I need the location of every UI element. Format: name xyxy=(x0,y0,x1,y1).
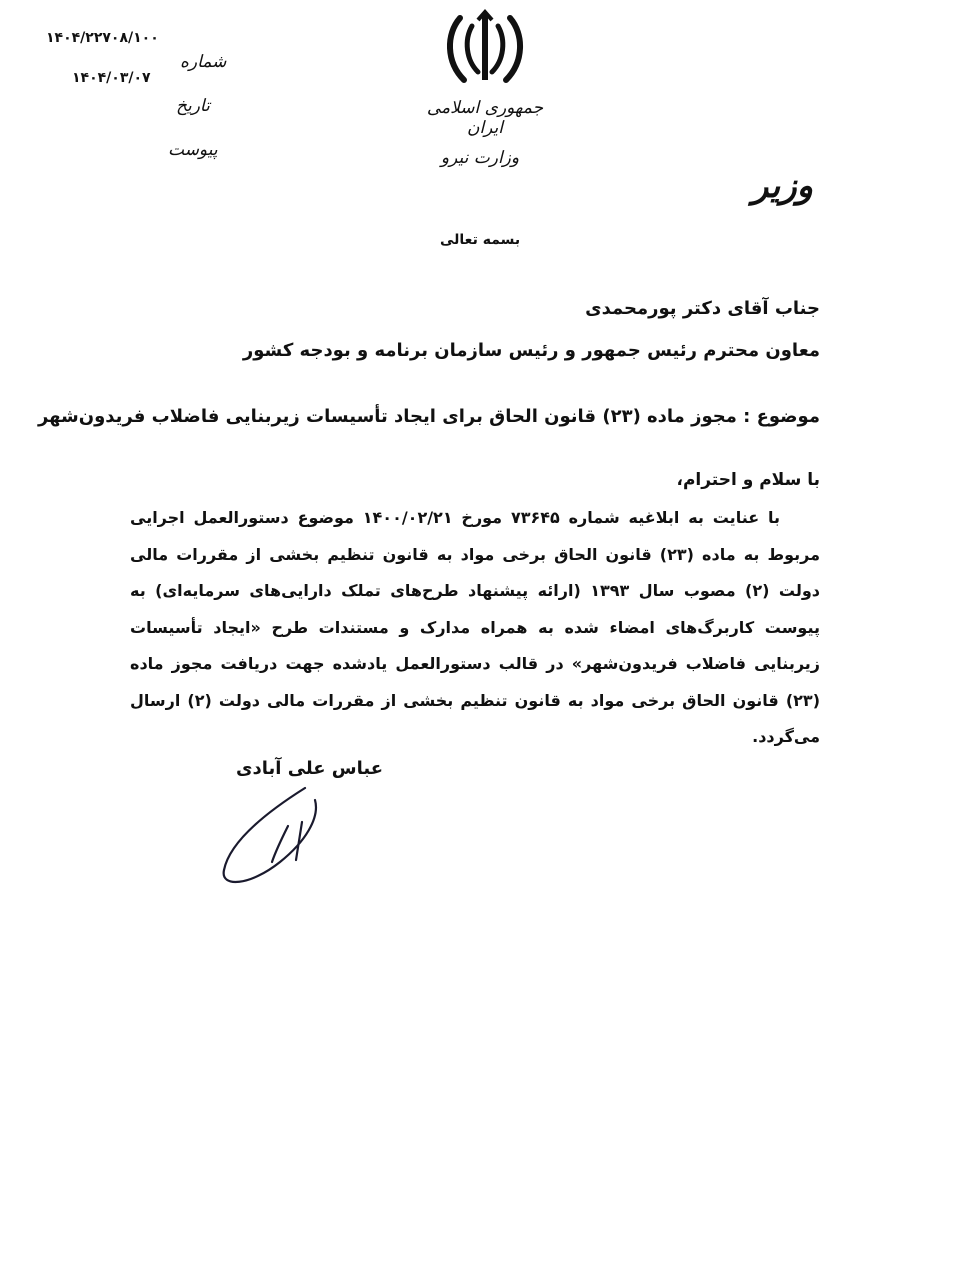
ministry-title: وزارت نیرو xyxy=(440,148,520,168)
iran-emblem-icon xyxy=(440,8,530,88)
letter-date-label: تاریخ xyxy=(176,96,210,116)
recipient-name: جناب آقای دکتر پورمحمدی xyxy=(585,298,820,319)
greeting: با سلام و احترام، xyxy=(676,470,820,490)
letter-date-value: ۱۴۰۴/۰۳/۰۷ xyxy=(72,70,151,86)
bismillah: بسمه تعالی xyxy=(440,232,521,248)
minister-title: وزیر xyxy=(752,166,814,206)
handwritten-signature xyxy=(210,770,360,890)
republic-title: جمهوری اسلامی ایران xyxy=(426,98,544,138)
recipient-title: معاون محترم رئیس جمهور و رئیس سازمان برنامه و بودجه کشور xyxy=(242,340,820,361)
subject-line: موضوع : مجوز ماده (۲۳) قانون الحاق برای ایجاد تأسیسات زیربنایی فاضلاب فریدون‌شهر xyxy=(37,406,820,427)
signer-name: عباس علی آبادی xyxy=(236,758,384,779)
letter-number-value: ۱۴۰۴/۲۲۷۰۸/۱۰۰ xyxy=(46,30,159,46)
letter-attachment-label: پیوست xyxy=(168,140,218,160)
letter-body: با عنایت به ابلاغیه شماره ۷۳۶۴۵ مورخ ۱۴۰۰/۰۲/۲۱ موضوع دستورالعمل اجرایی مربوط به ماده (۲۳) قانون الحاق برخی مواد به قانون تنظیم بخشی از مقررات مالی دولت (۲) مصوب سال ۱۳۹۳ (ارائه پیشنهاد طرح‌های تملک دارایی‌های سرمایه‌ای) به پیوست کاربرگ‌های امضاء شده به همراه مدارک و مستندات طرح «ایجاد تأسیسات زیربنایی فاضلاب فریدون‌شهر» در قالب دستورالعمل یادشده جهت دریافت مجوز ماده (۲۳) قانون الحاق برخی مواد به قانون تنظیم بخشی از مقررات مالی دولت (۲) ارسال می‌گردد. xyxy=(130,508,820,746)
letter-number-label: شماره xyxy=(180,52,227,72)
